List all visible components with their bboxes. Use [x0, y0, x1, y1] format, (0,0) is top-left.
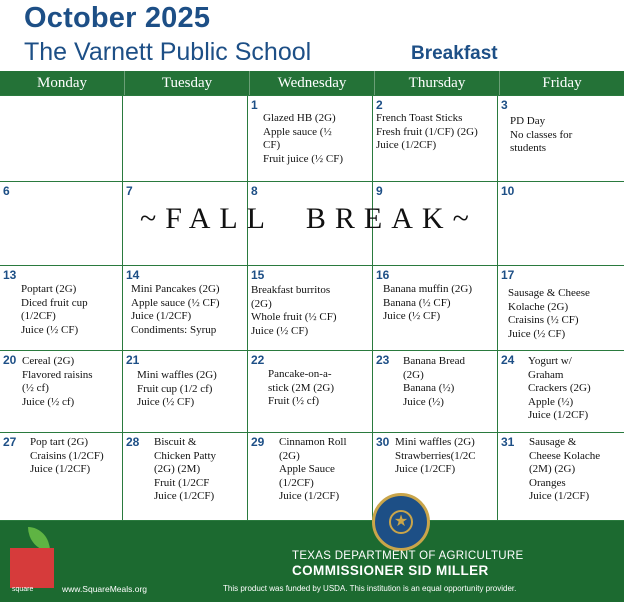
- day-menu: French Toast Sticks Fresh fruit (1/CF) (2G) Juice (1/2CF): [376, 112, 478, 151]
- fall-break-banner: ~FALL BREAK~: [140, 202, 478, 235]
- commissioner-name: COMMISSIONER SID MILLER: [292, 563, 489, 578]
- day-menu: Banana Bread (2G) Banana (½) Juice (½): [403, 355, 465, 408]
- day-number: 20: [3, 353, 17, 367]
- day-number: 16: [376, 268, 390, 282]
- meal-type: Breakfast: [411, 43, 498, 64]
- day-menu: Cinnamon Roll (2G) Apple Sauce (1/2CF) Juice (1/2CF): [279, 436, 347, 502]
- school-name: The Varnett Public School: [24, 38, 312, 66]
- weekday-monday: Monday: [0, 71, 125, 95]
- day-menu: Pancake-on-a- stick (2M (2G) Fruit (½ cf): [268, 368, 334, 407]
- weekday-thursday: Thursday: [375, 71, 500, 95]
- day-number: 9: [376, 184, 383, 198]
- day-number: 1: [251, 98, 258, 112]
- day-cell: [498, 433, 624, 521]
- day-cell: [248, 266, 373, 351]
- weekday-wednesday: Wednesday: [250, 71, 375, 95]
- month-title: October 2025: [24, 2, 211, 34]
- day-number: 30: [376, 435, 390, 449]
- weekday-header-bar: [0, 71, 624, 95]
- day-cell: [0, 96, 123, 182]
- day-number: 8: [251, 184, 258, 198]
- day-menu: Cereal (2G) Flavored raisins (½ cf) Juice (½ cf): [22, 355, 93, 408]
- day-menu: Poptart (2G) Diced fruit cup (1/2CF) Juice (½ CF): [21, 283, 88, 336]
- day-number: 23: [376, 353, 390, 367]
- day-menu: Mini waffles (2G) Fruit cup (1/2 cf) Juice (½ CF): [137, 369, 217, 408]
- square-meals-logo: [10, 548, 54, 588]
- day-menu: Yogurt w/ Graham Crackers (2G) Apple (½) Juice (1/2CF): [528, 355, 591, 421]
- day-number: 21: [126, 353, 140, 367]
- day-menu: Biscuit & Chicken Patty (2G) (2M) Fruit (1/2CF Juice (1/2CF): [154, 436, 217, 502]
- calendar-grid: [0, 95, 624, 520]
- day-cell: [498, 96, 624, 182]
- day-cell: [123, 351, 248, 433]
- day-menu: Sausage & Cheese Kolache (2M) (2G) Oranges Juice (1/2CF): [529, 436, 601, 502]
- day-number: 10: [501, 184, 515, 198]
- department-seal-icon: [372, 493, 430, 551]
- day-number: 17: [501, 268, 515, 282]
- day-menu: Banana muffin (2G) Banana (½ CF) Juice (½ CF): [383, 283, 472, 322]
- day-number: 15: [251, 268, 265, 282]
- day-cell: [0, 351, 123, 433]
- day-cell: [248, 433, 373, 521]
- day-cell: [498, 351, 624, 433]
- day-number: 3: [501, 98, 508, 112]
- star-icon: ★: [389, 510, 413, 534]
- day-number: 24: [501, 353, 515, 367]
- day-number: 2: [376, 98, 383, 112]
- day-number: 22: [251, 353, 265, 367]
- day-cell: [373, 351, 498, 433]
- day-menu: Mini waffles (2G) Strawberries(1/2C Juice (1/2CF): [395, 436, 476, 475]
- day-number: 6: [3, 184, 10, 198]
- weekday-tuesday: Tuesday: [125, 71, 250, 95]
- day-cell: [498, 182, 624, 266]
- day-number: 29: [251, 435, 265, 449]
- day-number: 14: [126, 268, 140, 282]
- day-cell: [0, 182, 123, 266]
- day-number: 27: [3, 435, 17, 449]
- day-menu: Mini Pancakes (2G) Apple sauce (½ CF) Juice (1/2CF) Condiments: Syrup: [131, 283, 220, 336]
- logo-caption: square: [12, 586, 34, 593]
- day-cell: [123, 433, 248, 521]
- day-cell: [0, 433, 123, 521]
- department-name: TEXAS DEPARTMENT OF AGRICULTURE: [292, 550, 524, 562]
- day-cell: [373, 96, 498, 182]
- day-number: 7: [126, 184, 133, 198]
- day-menu: Glazed HB (2G) Apple sauce (½ CF) Fruit juice (½ CF): [263, 112, 344, 165]
- day-cell: [373, 266, 498, 351]
- day-number: 13: [3, 268, 17, 282]
- day-menu: PD Day No classes for students: [510, 115, 573, 154]
- day-cell: [498, 266, 624, 351]
- day-cell: [123, 266, 248, 351]
- calendar-header: [0, 0, 624, 70]
- day-cell: [123, 96, 248, 182]
- website-link[interactable]: www.SquareMeals.org: [62, 584, 148, 594]
- day-number: 28: [126, 435, 140, 449]
- day-menu: Sausage & Cheese Kolache (2G) Craisins (½ CF) Juice (½ CF): [508, 287, 590, 340]
- day-cell: [0, 266, 123, 351]
- funding-note: This product was funded by USDA. This institution is an equal opportunity provider.: [223, 584, 517, 593]
- day-menu: Breakfast burritos (2G) Whole fruit (½ CF) Juice (½ CF): [251, 284, 337, 337]
- day-number: 31: [501, 435, 515, 449]
- day-cell: [248, 96, 373, 182]
- day-menu: Pop tart (2G) Craisins (1/2CF) Juice (1/2CF): [30, 436, 104, 475]
- weekday-friday: Friday: [542, 75, 582, 91]
- day-cell: [248, 351, 373, 433]
